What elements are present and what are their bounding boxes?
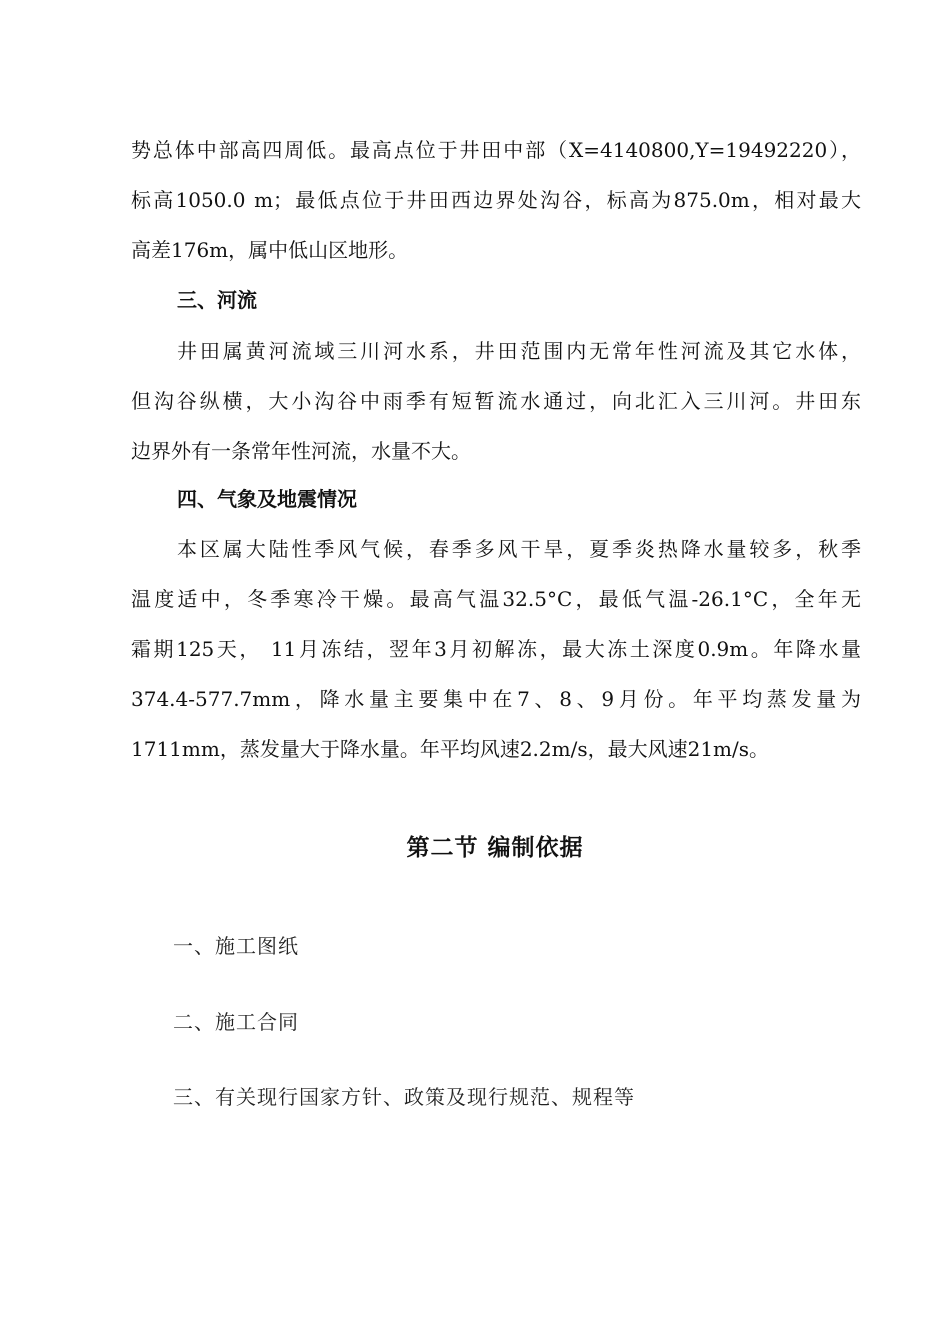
rivers-line-2: 但沟谷纵横，大小沟谷中雨季有短暂流水通过，向北汇入三川河。井田东 — [131, 389, 861, 413]
terrain-line-3: 高差176m，属中低山区地形。 — [131, 238, 409, 262]
climate-line-1: 本区属大陆性季风气候，春季多风干旱，夏季炎热降水量较多，秋季 — [177, 537, 861, 561]
terrain-line-2: 标高1050.0 m；最低点位于井田西边界处沟谷，标高为875.0m，相对最大 — [131, 188, 861, 212]
climate-line-5: 1711mm，蒸发量大于降水量。年平均风速2.2m/s，最大风速21m/s。 — [131, 737, 770, 761]
rivers-paragraph — [131, 326, 861, 476]
terrain-paragraph — [131, 125, 861, 275]
rivers-heading: 三、河流 — [177, 288, 257, 312]
section-title: 第二节 编制依据 — [406, 834, 584, 861]
climate-heading: 四、气象及地震情况 — [177, 487, 357, 511]
rivers-line-3: 边界外有一条常年性河流，水量不大。 — [131, 439, 471, 463]
basis-item-drawings: 一、施工图纸 — [173, 934, 299, 958]
climate-line-4: 374.4-577.7mm，降水量主要集中在7、8、9月份。年平均蒸发量为 — [131, 687, 861, 711]
terrain-line-1: 势总体中部高四周低。最高点位于井田中部（X=4140800,Y=19492220）， — [131, 138, 861, 162]
climate-line-2: 温度适中，冬季寒冷干燥。最高气温32.5°C，最低气温-26.1°C，全年无 — [131, 587, 861, 611]
climate-paragraph — [131, 524, 861, 774]
basis-item-contract: 二、施工合同 — [173, 1010, 299, 1034]
rivers-line-1: 井田属黄河流域三川河水系，井田范围内无常年性河流及其它水体， — [177, 339, 861, 363]
climate-line-3: 霜期125天， 11月冻结，翌年3月初解冻，最大冻土深度0.9m。年降水量 — [131, 637, 861, 661]
basis-item-regulations: 三、有关现行国家方针、政策及现行规范、规程等 — [173, 1085, 635, 1109]
